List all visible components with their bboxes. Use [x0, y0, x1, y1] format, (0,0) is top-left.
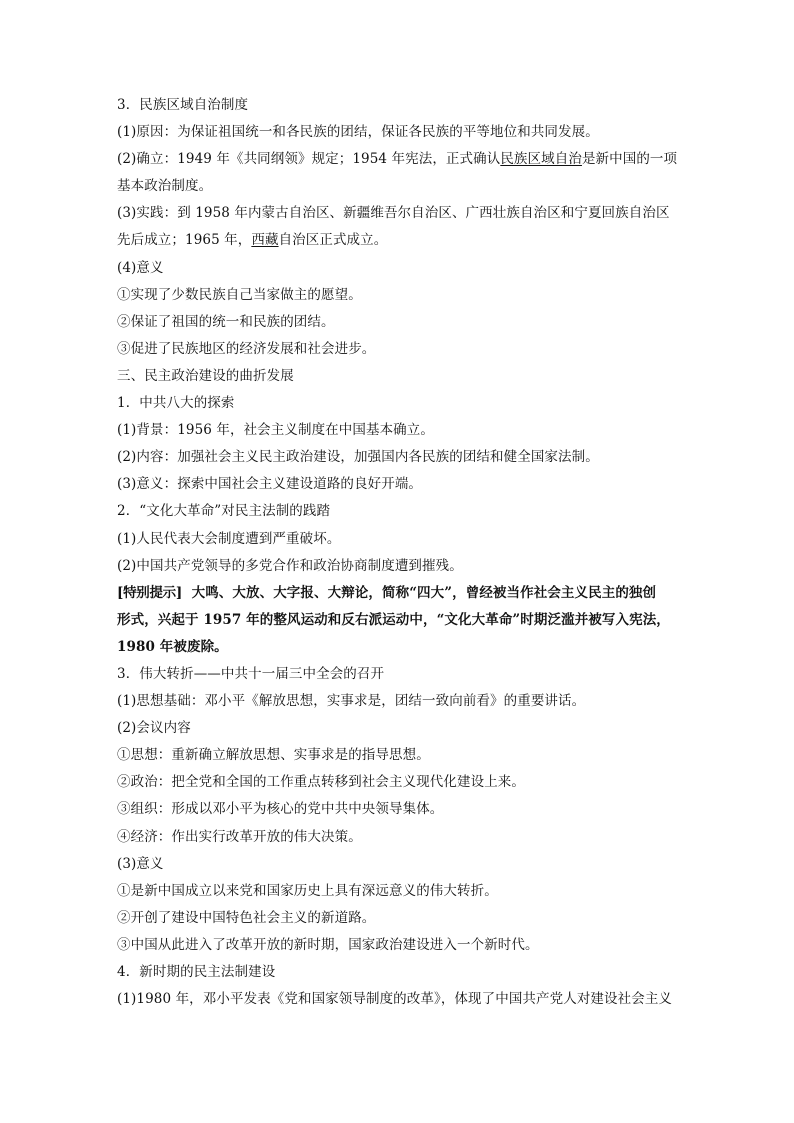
content-item: ①思想：重新确立解放思想、实事求是的指导思想。 — [117, 747, 430, 764]
heading-eighth-congress: 1．中共八大的探索 — [117, 395, 235, 412]
meaning-title: (4)意义 — [117, 259, 164, 276]
content-item: ②政治：把全党和全国的工作重点转移到社会主义现代化建设上来。 — [117, 774, 525, 791]
meaning-item: ①是新中国成立以来党和国家历史上具有深远意义的伟大转折。 — [117, 882, 498, 899]
list-item: (1)人民代表大会制度遭到严重破坏。 — [117, 530, 341, 547]
meaning-text: (3)意义：探索中国社会主义建设道路的良好开端。 — [117, 476, 423, 493]
underlined-tibet: 西藏 — [251, 232, 279, 249]
list-item: (2)中国共产党领导的多党合作和政治协商制度遭到摧残。 — [117, 557, 463, 574]
establish-text — [117, 146, 687, 173]
special-tip-text: 大鸣、大放、大字报、大辩论，简称“四大”，曾经被当作社会主义民主的独创 — [191, 584, 657, 601]
meaning-title: (3)意义 — [117, 855, 164, 872]
list-item: (1)1980 年，邓小平发表《党和国家领导制度的改革》，体现了中国共产党人对建设社会主义 — [117, 991, 673, 1008]
practice-text-cont — [117, 227, 687, 254]
heading-great-turn: 3．伟大转折——中共十一届三中全会的召开 — [117, 665, 385, 682]
meaning-item: ②保证了祖国的统一和民族的团结。 — [117, 313, 335, 330]
special-tip-cont: 1980 年被废除。 — [117, 638, 228, 655]
practice-text: (3)实践：到 1958 年内蒙古自治区、新疆维吾尔自治区、广西壮族自治区和宁夏回族自治区 — [117, 205, 670, 222]
content-title: (2)会议内容 — [117, 720, 191, 737]
reason-text: (1)原因：为保证祖国统一和各民族的团结，保证各民族的平等地位和共同发展。 — [117, 124, 599, 141]
meaning-item: ①实现了少数民族自己当家做主的愿望。 — [117, 286, 362, 303]
heading-cultural-revolution: 2．“文化大革命”对民主法制的践踏 — [117, 503, 331, 520]
establish-text-start: (2)确立：1949 年《共同纲领》规定；1954 年宪法，正式确认 — [117, 151, 501, 168]
underlined-ethnic-autonomy: 民族区域自治 — [500, 151, 582, 168]
special-tip-cont: 形式，兴起于 1957 年的整风运动和反右派运动中，“文化大革命”时期泛滥并被写入宪法， — [117, 611, 670, 628]
content-item: ③组织：形成以邓小平为核心的党中共中央领导集体。 — [117, 801, 444, 818]
content-text: (2)内容：加强社会主义民主政治建设，加强国内各民族的团结和健全国家法制。 — [117, 449, 599, 466]
content-item: ④经济：作出实行改革开放的伟大决策。 — [117, 828, 362, 845]
special-tip — [117, 580, 687, 607]
establish-text-end: 是新中国的一项 — [581, 151, 678, 168]
basis-text: (1)思想基础：邓小平《解放思想，实事求是，团结一致向前看》的重要讲话。 — [117, 693, 586, 710]
meaning-item: ③促进了民族地区的经济发展和社会进步。 — [117, 340, 376, 357]
special-tip-label: [特别提示] — [117, 584, 182, 601]
section-heading-ethnic-autonomy: 3．民族区域自治制度 — [117, 97, 249, 113]
document-body — [117, 92, 687, 1013]
meaning-item: ③中国从此进入了改革开放的新时期，国家政治建设进入一个新时代。 — [117, 936, 539, 953]
establish-text-cont: 基本政治制度。 — [117, 178, 213, 195]
meaning-item: ②开创了建设中国特色社会主义的新道路。 — [117, 909, 376, 926]
practice-text-start: 先后成立；1965 年， — [117, 232, 252, 249]
part-heading-democracy: 三、民主政治建设的曲折发展 — [117, 367, 294, 384]
practice-text-end: 自治区正式成立。 — [278, 232, 388, 249]
background-text: (1)背景：1956 年，社会主义制度在中国基本确立。 — [117, 422, 434, 439]
heading-new-era: 4．新时期的民主法制建设 — [117, 964, 276, 980]
